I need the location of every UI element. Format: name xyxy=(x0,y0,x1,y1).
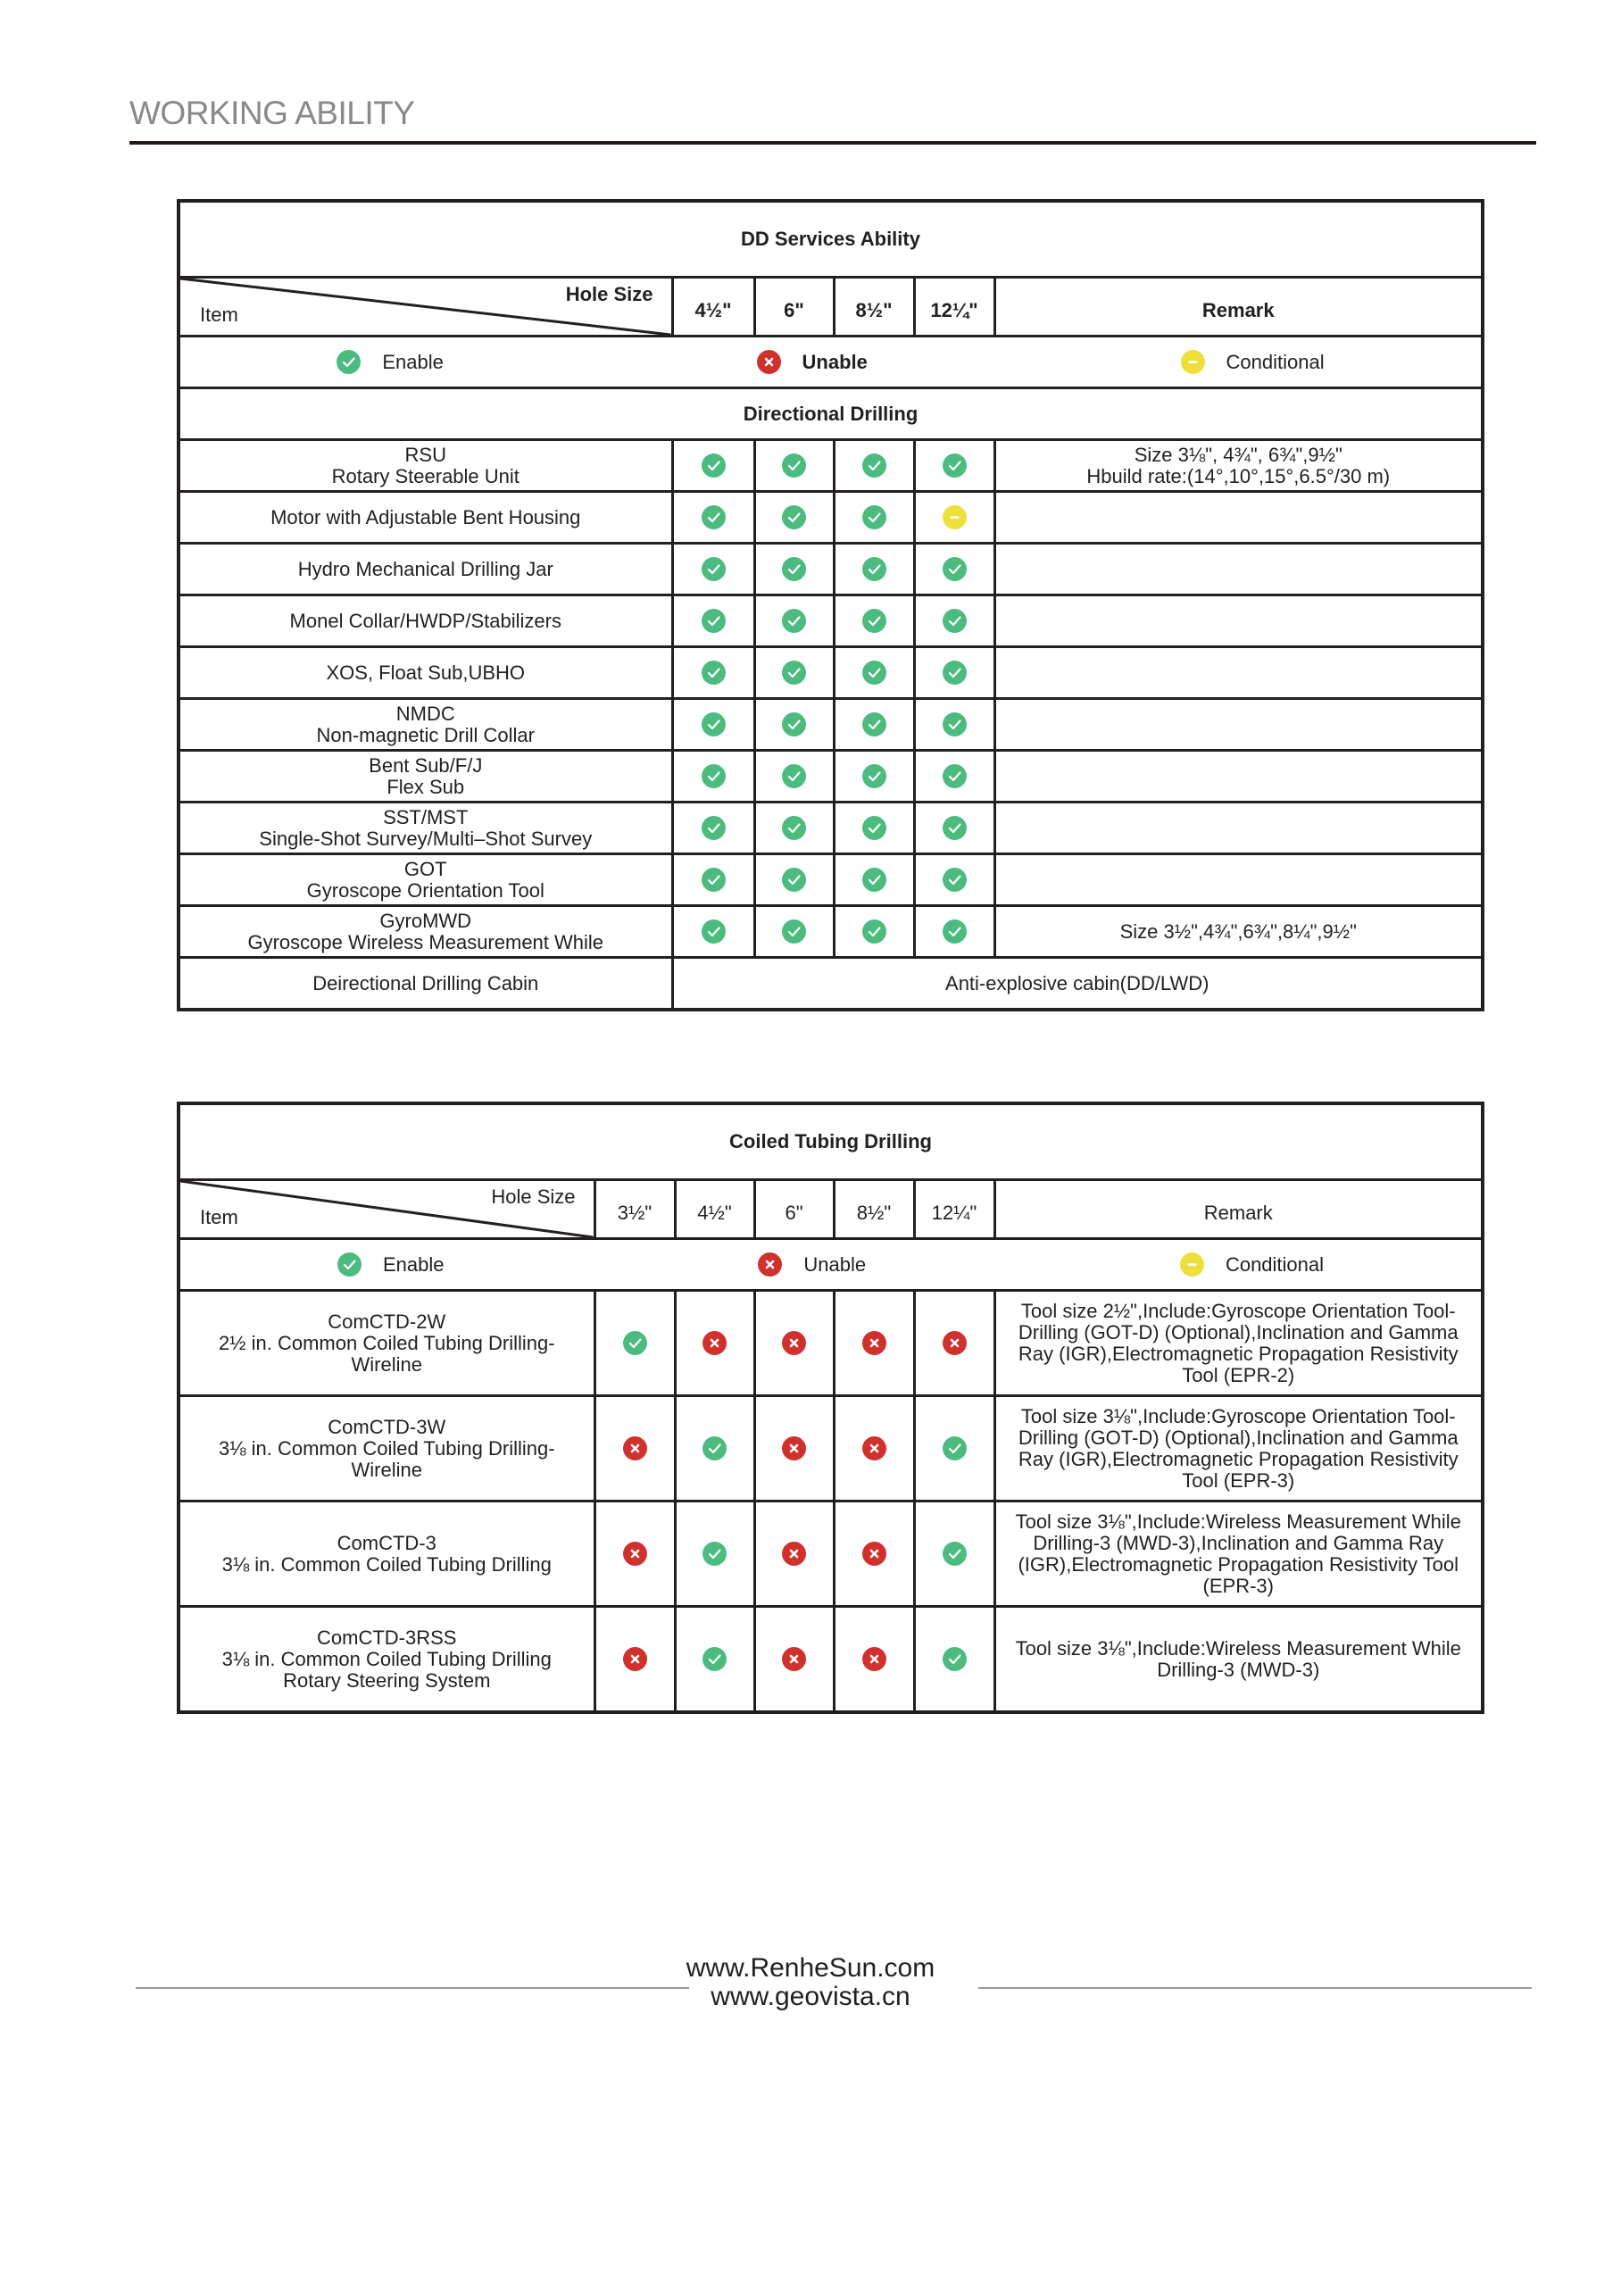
status-cell xyxy=(834,1396,914,1502)
legend-unable xyxy=(758,1252,866,1277)
status-cell xyxy=(834,647,914,699)
x-circle-icon xyxy=(782,1436,806,1460)
remark-cell xyxy=(994,647,1483,699)
legend-enable xyxy=(337,350,444,374)
legend-conditional-label: Conditional xyxy=(1225,1252,1325,1276)
check-circle-icon xyxy=(782,609,806,633)
status-cell xyxy=(754,440,834,492)
table-row xyxy=(179,440,1483,492)
check-circle-icon xyxy=(943,1647,967,1671)
remark-header: Remark xyxy=(994,278,1483,337)
check-circle-icon xyxy=(862,661,886,685)
remark-header: Remark xyxy=(994,1180,1483,1239)
check-circle-icon xyxy=(702,764,726,788)
status-cell xyxy=(914,544,994,595)
item-name: ComCTD-2W 2½ in. Common Coiled Tubing Drilling- Wireline xyxy=(179,1291,594,1396)
table-row xyxy=(179,492,1483,544)
check-circle-icon xyxy=(782,453,806,478)
check-circle-icon xyxy=(862,609,886,633)
status-cell xyxy=(834,854,914,906)
status-cell xyxy=(754,1291,834,1396)
x-circle-icon xyxy=(623,1647,647,1671)
legend-unable-label: Unable xyxy=(802,350,868,373)
check-circle-icon xyxy=(943,1436,967,1460)
status-cell xyxy=(672,440,754,492)
minus-circle-icon xyxy=(1181,350,1205,374)
status-cell xyxy=(914,751,994,803)
legend-enable-label: Enable xyxy=(382,350,444,373)
status-cell xyxy=(754,906,834,958)
status-cell xyxy=(754,803,834,854)
status-cell xyxy=(834,1607,914,1713)
check-circle-icon xyxy=(943,609,967,633)
remark-cell xyxy=(994,544,1483,595)
check-circle-icon xyxy=(782,868,806,892)
check-circle-icon xyxy=(862,453,886,478)
remark-cell: Size 3½",4¾",6¾",8¼",9½" xyxy=(994,906,1483,958)
status-cell xyxy=(834,440,914,492)
item-name: SST/MST Single-Shot Survey/Multi–Shot Survey xyxy=(179,803,672,854)
check-circle-icon xyxy=(702,1647,727,1671)
hole-size-header: 12¼" xyxy=(914,278,994,337)
cabin-item-name: Deirectional Drilling Cabin xyxy=(179,958,672,1011)
status-cell xyxy=(754,1502,834,1607)
table-row xyxy=(179,1396,1483,1502)
table-row xyxy=(179,803,1483,854)
check-circle-icon xyxy=(862,919,886,944)
x-circle-icon xyxy=(758,1252,782,1277)
status-cell xyxy=(834,492,914,544)
item-name: XOS, Float Sub,UBHO xyxy=(179,647,672,699)
status-cell xyxy=(914,854,994,906)
item-name: GOT Gyroscope Orientation Tool xyxy=(179,854,672,906)
x-circle-icon xyxy=(943,1331,967,1355)
check-circle-icon xyxy=(943,764,967,788)
check-circle-icon xyxy=(702,816,726,840)
status-cell xyxy=(754,1396,834,1502)
check-circle-icon xyxy=(862,557,886,581)
status-cell xyxy=(914,440,994,492)
check-circle-icon xyxy=(782,557,806,581)
remark-cell: Tool size 3⅛",Include:Wireless Measurement While Drilling-3 (MWD-3) xyxy=(994,1607,1483,1713)
item-name: GyroMWD Gyroscope Wireless Measurement While xyxy=(179,906,672,958)
item-name: Monel Collar/HWDP/Stabilizers xyxy=(179,595,672,647)
status-cell xyxy=(672,854,754,906)
check-circle-icon xyxy=(702,868,726,892)
remark-cell xyxy=(994,492,1483,544)
status-cell xyxy=(914,803,994,854)
status-cell xyxy=(675,1291,754,1396)
hole-size-header: 8½" xyxy=(834,278,914,337)
item-name: Motor with Adjustable Bent Housing xyxy=(179,492,672,544)
check-circle-icon xyxy=(702,453,726,478)
hole-size-header: 4½" xyxy=(675,1180,754,1239)
check-circle-icon xyxy=(862,868,886,892)
table-row xyxy=(179,699,1483,751)
status-cell xyxy=(594,1291,675,1396)
check-circle-icon xyxy=(943,816,967,840)
remark-cell xyxy=(994,751,1483,803)
x-circle-icon xyxy=(782,1647,806,1671)
cabin-value: Anti-explosive cabin(DD/LWD) xyxy=(672,958,1483,1011)
hole-size-header: 6" xyxy=(754,278,834,337)
check-circle-icon xyxy=(702,609,726,633)
legend xyxy=(179,1239,1483,1291)
check-circle-icon xyxy=(782,505,806,529)
item-name: NMDC Non-magnetic Drill Collar xyxy=(179,699,672,751)
check-circle-icon xyxy=(943,712,967,736)
check-circle-icon xyxy=(782,919,806,944)
table-row xyxy=(179,595,1483,647)
status-cell xyxy=(914,1502,994,1607)
header-rule xyxy=(129,141,1536,145)
table-row xyxy=(179,1291,1483,1396)
status-cell xyxy=(834,699,914,751)
x-circle-icon xyxy=(757,350,781,374)
status-cell xyxy=(914,1291,994,1396)
table-row xyxy=(179,1502,1483,1607)
table-row xyxy=(179,751,1483,803)
item-name: ComCTD-3RSS 3⅛ in. Common Coiled Tubing Drilling Rotary Steering System xyxy=(179,1607,594,1713)
check-circle-icon xyxy=(862,505,886,529)
status-cell xyxy=(675,1502,754,1607)
legend-enable-label: Enable xyxy=(382,1252,445,1276)
x-circle-icon xyxy=(623,1542,647,1566)
status-cell xyxy=(754,595,834,647)
check-circle-icon xyxy=(702,661,726,685)
item-name: ComCTD-3 3⅛ in. Common Coiled Tubing Drilling xyxy=(179,1502,594,1607)
check-circle-icon xyxy=(782,661,806,685)
check-circle-icon xyxy=(782,764,806,788)
x-circle-icon xyxy=(862,1331,886,1355)
section-heading: Directional Drilling xyxy=(179,388,1483,440)
remark-cell: Tool size 3⅛",Include:Gyroscope Orientation Tool-Drilling (GOT-D) (Optional),Inclination and Gamma Ray (IGR),Electromagnetic Propagation Resistivity Tool (EPR-3) xyxy=(994,1396,1483,1502)
check-circle-icon xyxy=(943,1542,967,1566)
remark-cell: Size 3⅛", 4¾", 6¾",9½" Hbuild rate:(14°,10°,15°,6.5°/30 m) xyxy=(994,440,1483,492)
legend-enable xyxy=(337,1252,445,1277)
status-cell xyxy=(834,906,914,958)
status-cell xyxy=(834,595,914,647)
hole-size-header: 8½" xyxy=(834,1180,914,1239)
status-cell xyxy=(675,1396,754,1502)
status-cell xyxy=(834,803,914,854)
remark-cell xyxy=(994,595,1483,647)
x-circle-icon xyxy=(702,1331,727,1355)
remark-cell xyxy=(994,699,1483,751)
x-circle-icon xyxy=(782,1542,806,1566)
table-row xyxy=(179,647,1483,699)
check-circle-icon xyxy=(862,816,886,840)
remark-cell: Tool size 2½",Include:Gyroscope Orientation Tool-Drilling (GOT-D) (Optional),Inclination and Gamma Ray (IGR),Electromagnetic Propagation Resistivity Tool (EPR-2) xyxy=(994,1291,1483,1396)
check-circle-icon xyxy=(943,557,967,581)
check-circle-icon xyxy=(702,557,726,581)
x-circle-icon xyxy=(862,1647,886,1671)
status-cell xyxy=(914,1607,994,1713)
check-circle-icon xyxy=(782,712,806,736)
check-circle-icon xyxy=(943,661,967,685)
status-cell xyxy=(914,647,994,699)
status-cell xyxy=(594,1607,675,1713)
remark-cell xyxy=(994,854,1483,906)
item-name: Hydro Mechanical Drilling Jar xyxy=(179,544,672,595)
status-cell xyxy=(672,647,754,699)
footer-url-geovista[interactable]: www.geovista.cn xyxy=(711,1982,910,2011)
check-circle-icon xyxy=(702,712,726,736)
check-circle-icon xyxy=(702,919,726,944)
check-circle-icon xyxy=(337,1252,362,1277)
item-name: RSU Rotary Steerable Unit xyxy=(179,440,672,492)
status-cell xyxy=(675,1607,754,1713)
status-cell xyxy=(672,906,754,958)
check-circle-icon xyxy=(702,1436,727,1460)
table-title: DD Services Ability xyxy=(179,201,1483,278)
check-circle-icon xyxy=(782,816,806,840)
item-hole-size-header xyxy=(179,1180,594,1239)
status-cell xyxy=(834,1502,914,1607)
table-title: Coiled Tubing Drilling xyxy=(179,1103,1483,1180)
remark-cell: Tool size 3⅛",Include:Wireless Measurement While Drilling-3 (MWD-3),Inclination and Gamma Ray (IGR),Electromagnetic Propagation Resistivity Tool (EPR-3) xyxy=(994,1502,1483,1607)
x-circle-icon xyxy=(782,1331,806,1355)
status-cell xyxy=(672,492,754,544)
x-circle-icon xyxy=(623,1436,647,1460)
page-header: WORKING ABILITY xyxy=(129,95,415,131)
status-cell xyxy=(672,751,754,803)
status-cell xyxy=(754,854,834,906)
item-name: Bent Sub/F/J Flex Sub xyxy=(179,751,672,803)
hole-size-header: 12¼" xyxy=(914,1180,994,1239)
legend-conditional xyxy=(1180,1252,1324,1277)
status-cell xyxy=(914,699,994,751)
status-cell xyxy=(914,492,994,544)
status-cell xyxy=(672,544,754,595)
coiled-tubing-table xyxy=(177,1102,1484,1714)
check-circle-icon xyxy=(862,764,886,788)
item-hole-size-header xyxy=(179,278,672,337)
minus-circle-icon xyxy=(943,505,967,529)
x-circle-icon xyxy=(862,1436,886,1460)
status-cell xyxy=(672,595,754,647)
status-cell xyxy=(594,1396,675,1502)
status-cell xyxy=(834,544,914,595)
check-circle-icon xyxy=(702,505,726,529)
hole-size-label: Hole Size xyxy=(491,1185,576,1208)
status-cell xyxy=(914,1396,994,1502)
minus-circle-icon xyxy=(1180,1252,1204,1277)
table-row xyxy=(179,906,1483,958)
x-circle-icon xyxy=(862,1542,886,1566)
item-label: Item xyxy=(200,1206,238,1228)
legend-conditional xyxy=(1181,350,1325,374)
status-cell xyxy=(594,1502,675,1607)
hole-size-header: 4½" xyxy=(672,278,754,337)
status-cell xyxy=(754,699,834,751)
status-cell xyxy=(672,803,754,854)
status-cell xyxy=(914,595,994,647)
status-cell xyxy=(754,492,834,544)
hole-size-header: 3½" xyxy=(594,1180,675,1239)
legend xyxy=(179,337,1483,388)
table-row xyxy=(179,854,1483,906)
remark-cell xyxy=(994,803,1483,854)
status-cell xyxy=(754,751,834,803)
check-circle-icon xyxy=(702,1542,727,1566)
legend-conditional-label: Conditional xyxy=(1226,350,1325,373)
hole-size-header: 6" xyxy=(754,1180,834,1239)
legend-unable xyxy=(757,350,868,374)
status-cell xyxy=(834,751,914,803)
status-cell xyxy=(914,906,994,958)
footer-url-renhesun[interactable]: www.RenheSun.com xyxy=(686,1953,935,1983)
item-label: Item xyxy=(200,304,238,326)
dd-services-table xyxy=(177,199,1484,1011)
legend-unable-label: Unable xyxy=(803,1252,867,1276)
hole-size-label: Hole Size xyxy=(565,283,653,305)
check-circle-icon xyxy=(862,712,886,736)
check-circle-icon xyxy=(623,1331,647,1355)
item-name: ComCTD-3W 3⅛ in. Common Coiled Tubing Drilling- Wireline xyxy=(179,1396,594,1502)
status-cell xyxy=(834,1291,914,1396)
status-cell xyxy=(754,544,834,595)
status-cell xyxy=(672,699,754,751)
table-row xyxy=(179,1607,1483,1713)
check-circle-icon xyxy=(943,453,967,478)
table-row xyxy=(179,544,1483,595)
check-circle-icon xyxy=(337,350,361,374)
status-cell xyxy=(754,1607,834,1713)
status-cell xyxy=(754,647,834,699)
check-circle-icon xyxy=(943,868,967,892)
check-circle-icon xyxy=(943,919,967,944)
